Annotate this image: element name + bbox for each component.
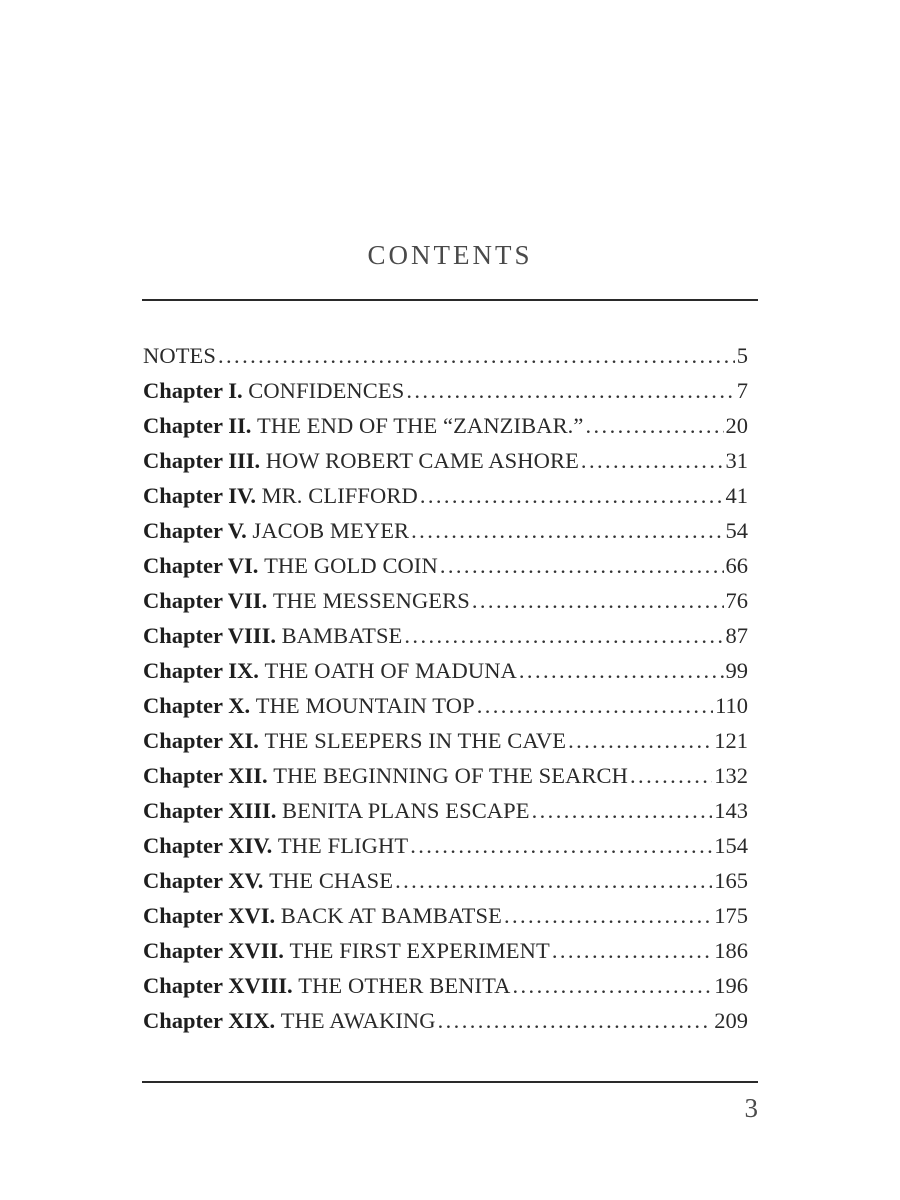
toc-entry-label [143,373,404,408]
chapter-title: THE SLEEPERS IN THE CAVE [264,728,567,753]
chapter-title: NOTES [143,343,216,368]
chapter-number: Chapter V. [143,518,247,543]
dot-leader [395,863,712,898]
chapter-number: Chapter XV. [143,868,264,893]
toc-entry[interactable] [143,478,748,513]
dot-leader [586,408,724,443]
toc-entry[interactable] [143,1003,748,1038]
dot-leader [420,478,724,513]
toc-page-number: 209 [714,1008,748,1033]
chapter-title: THE OTHER BENITA [298,973,511,998]
toc-entry-label [143,1003,436,1038]
chapter-title: THE AWAKING [280,1008,436,1033]
dot-leader [519,653,724,688]
toc-entry[interactable] [143,863,748,898]
toc-entry-label [143,653,517,688]
chapter-title: BAMBATSE [281,623,403,648]
dot-leader [410,828,712,863]
chapter-number: Chapter VI. [143,553,259,578]
page-number: 3 [744,1093,758,1123]
toc-page-number: 20 [725,413,748,438]
chapter-number: Chapter X. [143,693,251,718]
dot-leader [218,338,735,373]
chapter-title: THE END OF THE “ZANZIBAR.” [256,413,584,438]
chapter-number: Chapter III. [143,448,261,473]
toc-page-number: 186 [714,938,748,963]
toc-entry-label [143,688,475,723]
toc-entry[interactable] [143,828,748,863]
toc-entry[interactable] [143,898,748,933]
toc-page-number: 5 [736,343,748,368]
chapter-number: Chapter XIV. [143,833,273,858]
toc-page-number: 154 [714,833,748,858]
dot-leader [630,758,712,793]
toc-page-number: 132 [714,763,748,788]
toc-page-number: 110 [715,693,748,718]
toc-entry[interactable] [143,443,748,478]
toc-entry[interactable] [143,933,748,968]
toc-entry[interactable] [143,583,748,618]
chapter-number: Chapter IV. [143,483,256,508]
toc-entry-label [143,408,584,443]
chapter-number: Chapter XVI. [143,903,276,928]
bottom-divider [142,1081,758,1083]
toc-entry-label [143,723,566,758]
toc-entry[interactable] [143,688,748,723]
chapter-number: Chapter XIII. [143,798,277,823]
toc-entry-label [143,933,550,968]
toc-page-number: 87 [725,623,748,648]
toc-entry[interactable] [143,758,748,793]
toc-entry-label [143,618,402,653]
toc-page-number: 41 [725,483,748,508]
chapter-number: Chapter IX. [143,658,259,683]
toc-entry[interactable] [143,653,748,688]
dot-leader [472,583,724,618]
dot-leader [404,618,723,653]
dot-leader [581,443,724,478]
toc-entry-label [143,478,418,513]
toc-entry-label [143,338,216,373]
toc-entry[interactable] [143,618,748,653]
dot-leader [568,723,712,758]
dot-leader [532,793,713,828]
chapter-title: MR. CLIFFORD [261,483,418,508]
toc-page-number: 196 [714,973,748,998]
toc-entry[interactable] [143,793,748,828]
chapter-title: BENITA PLANS ESCAPE [281,798,530,823]
toc-entry-label [143,443,579,478]
chapter-title: THE BEGINNING OF THE SEARCH [273,763,629,788]
chapter-number: Chapter XVII. [143,938,284,963]
chapter-number: Chapter XVIII. [143,973,293,998]
toc-page-number: 165 [714,868,748,893]
chapter-title: THE MOUNTAIN TOP [255,693,475,718]
chapter-number: Chapter XI. [143,728,259,753]
toc-page-number: 66 [725,553,748,578]
dot-leader [406,373,734,408]
chapter-number: Chapter I. [143,378,243,403]
toc-entry[interactable] [143,513,748,548]
dot-leader [440,548,724,583]
toc-entry[interactable] [143,968,748,1003]
toc-page-number: 54 [725,518,748,543]
dot-leader [438,1003,713,1038]
chapter-title: THE CHASE [269,868,394,893]
chapter-number: Chapter VIII. [143,623,276,648]
chapter-title: BACK AT BAMBATSE [280,903,502,928]
chapter-number: Chapter II. [143,413,252,438]
chapter-title: HOW ROBERT CAME ASHORE [265,448,579,473]
toc-entry-label [143,583,470,618]
toc-entry-label [143,898,502,933]
chapter-number: Chapter XII. [143,763,268,788]
toc-page-number: 99 [725,658,748,683]
toc-entry-label [143,828,408,863]
toc-page-number: 143 [714,798,748,823]
dot-leader [552,933,712,968]
chapter-title: THE MESSENGERS [272,588,470,613]
chapter-number: Chapter XIX. [143,1008,276,1033]
chapter-title: CONFIDENCES [248,378,405,403]
dot-leader [477,688,713,723]
chapter-title: JACOB MEYER [252,518,410,543]
toc-page-number: 76 [725,588,748,613]
chapter-title: THE FLIGHT [277,833,409,858]
dot-leader [504,898,712,933]
toc-entry-label [143,548,438,583]
toc-page-number: 7 [736,378,748,403]
toc-page-number: 121 [714,728,748,753]
chapter-title: THE GOLD COIN [264,553,438,578]
chapter-title: THE OATH OF MADUNA [264,658,517,683]
toc-entry-label [143,513,409,548]
top-divider [142,299,758,301]
toc-page-number: 175 [714,903,748,928]
dot-leader [411,513,723,548]
toc-entry-label [143,968,511,1003]
chapter-title: THE FIRST EXPERIMENT [289,938,550,963]
page-title: CONTENTS [367,240,533,270]
toc-entry[interactable] [143,408,748,443]
dot-leader [513,968,713,1003]
toc-page-number: 31 [725,448,748,473]
toc-entry[interactable] [143,338,748,373]
toc-entry[interactable] [143,723,748,758]
toc-entry[interactable] [143,548,748,583]
toc-entry-label [143,758,628,793]
toc-entry[interactable] [143,373,748,408]
toc-entry-label [143,863,393,898]
toc-entry-label [143,793,530,828]
chapter-number: Chapter VII. [143,588,268,613]
table-of-contents [143,338,748,1038]
